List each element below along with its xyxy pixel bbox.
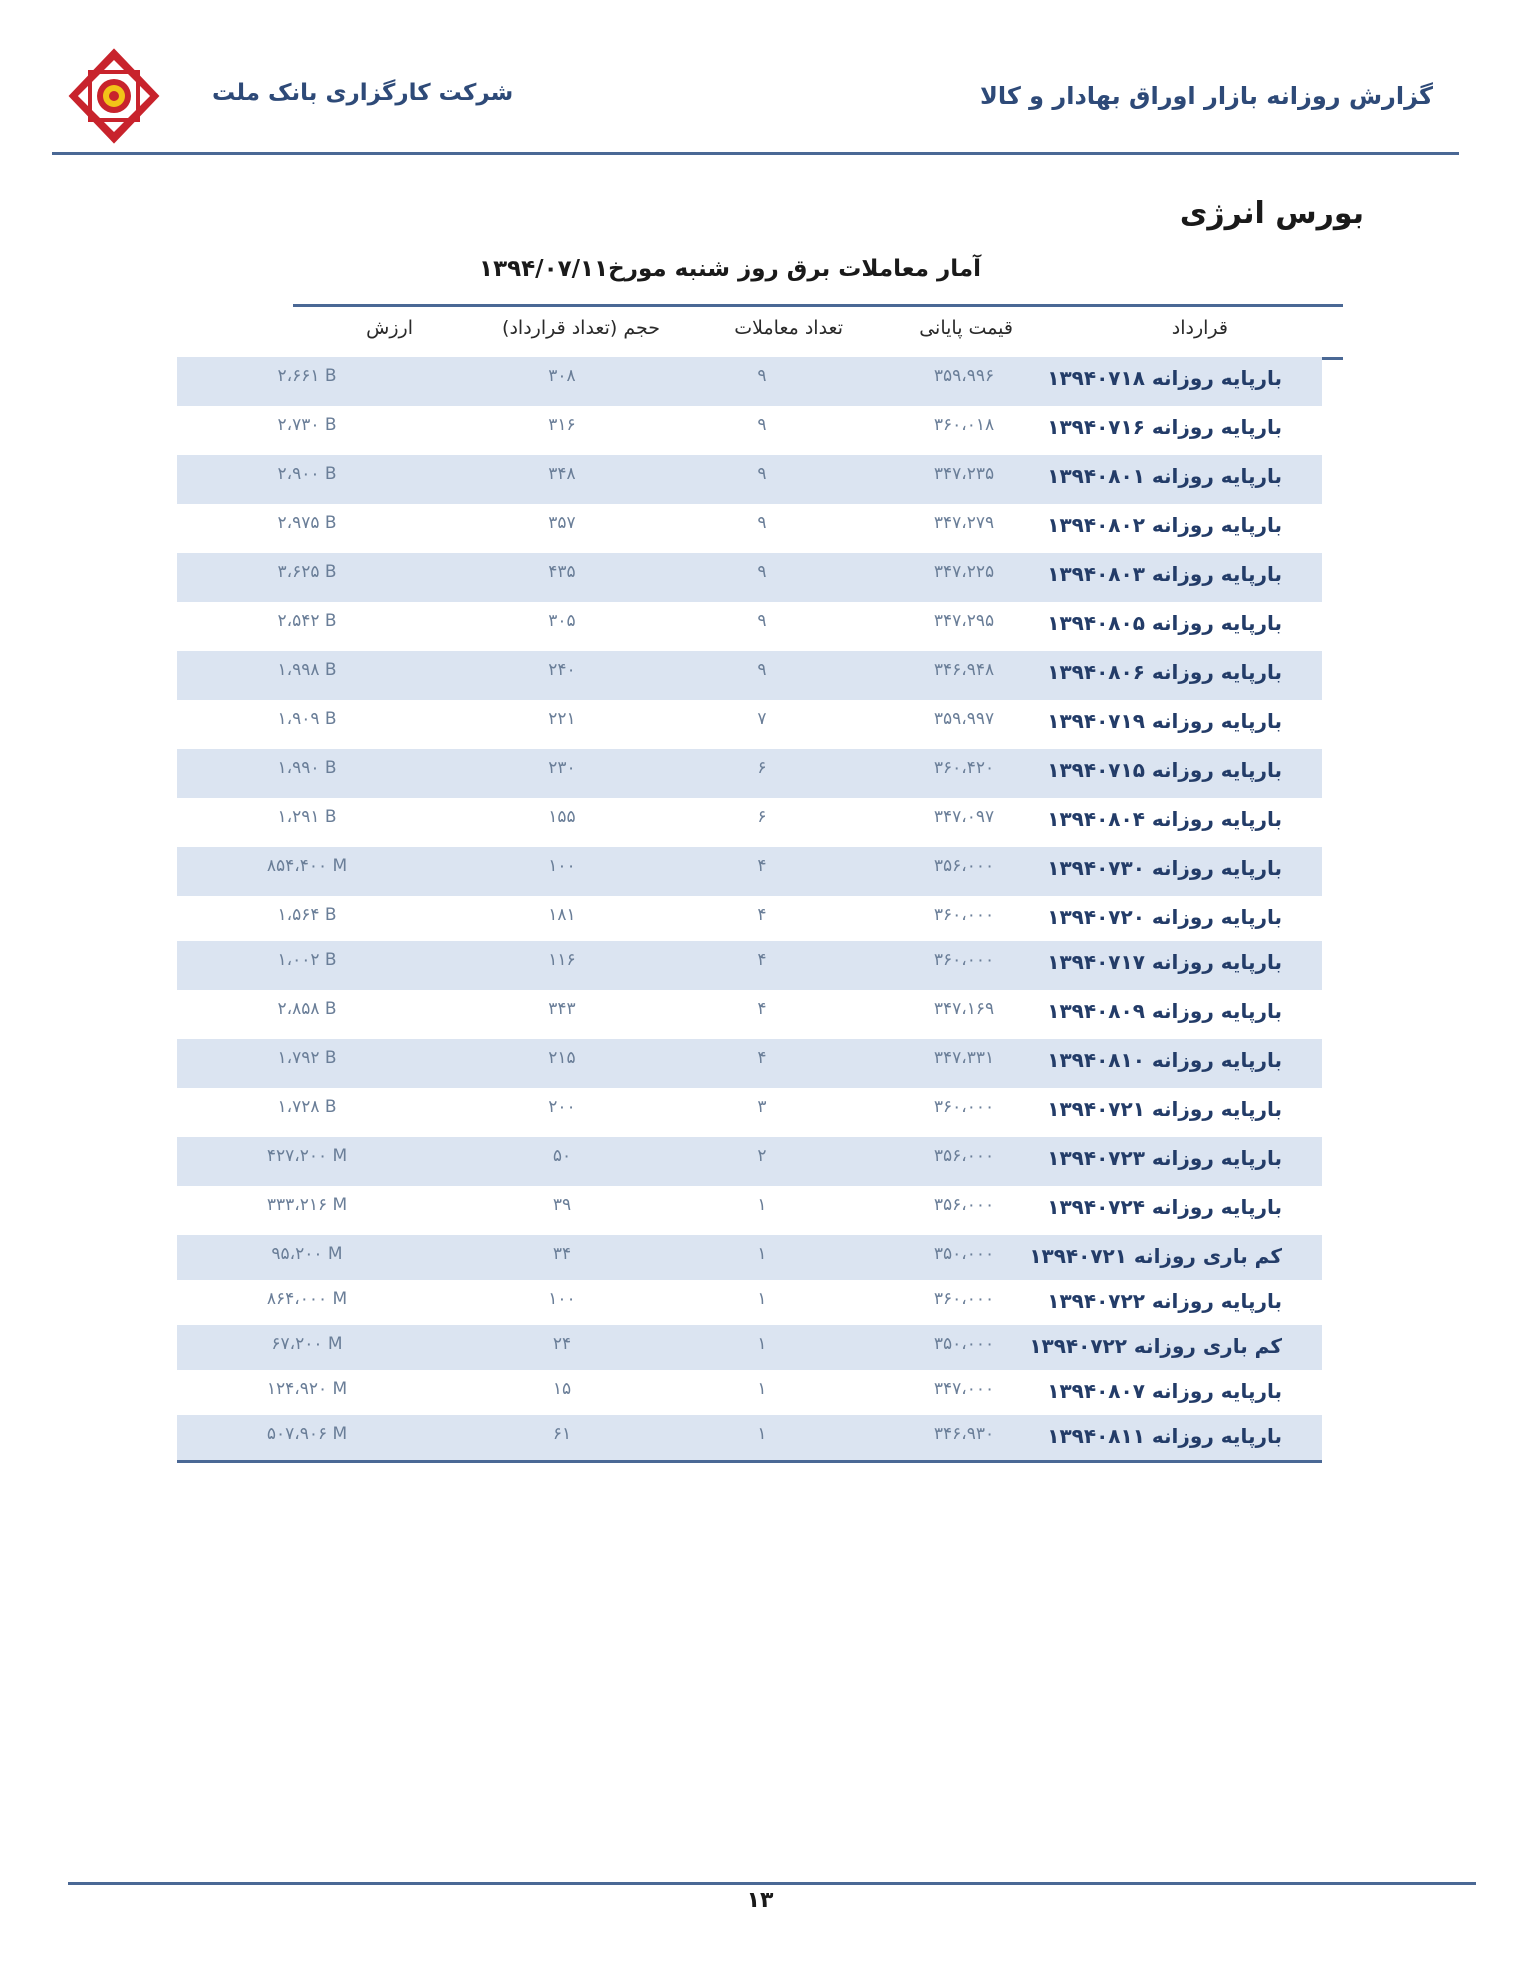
row-volume: ۲۴: [552, 1334, 572, 1354]
row-volume: ۳۰۵: [548, 611, 576, 631]
row-final-price: ۳۴۷،۰۹۷: [933, 807, 995, 827]
column-header-volume: حجم (تعداد قرارداد): [502, 317, 660, 339]
row-value: ۲،۵۴۲ B: [277, 611, 337, 631]
row-trade-count: ۹: [757, 611, 767, 631]
row-final-price: ۳۴۷،۲۷۹: [933, 513, 995, 533]
row-value: ۱،۹۹۰ B: [277, 758, 337, 778]
row-final-price: ۳۴۷،۲۲۵: [933, 562, 995, 582]
table-header: [293, 304, 1343, 360]
row-final-price: ۳۵۹،۹۹۷: [933, 709, 995, 729]
column-header-trade-count: تعداد معاملات: [734, 317, 843, 339]
table-row: [177, 1039, 1322, 1088]
table-row: [177, 406, 1322, 455]
row-value: ۸۶۴،۰۰۰ M: [266, 1289, 348, 1309]
row-final-price: ۳۵۶،۰۰۰: [933, 1195, 995, 1215]
row-final-price: ۳۶۰،۰۰۰: [933, 1097, 995, 1117]
header-divider: [52, 152, 1459, 155]
table-row: [177, 651, 1322, 700]
table-row: [177, 1088, 1322, 1137]
column-header-final-price: قیمت پایانی: [919, 317, 1013, 339]
row-volume: ۱۵: [552, 1379, 572, 1399]
row-trade-count: ۱: [757, 1195, 767, 1215]
row-contract: بارپایه روزانه ۱۳۹۴۰۸۰۱: [1047, 464, 1282, 488]
row-value: ۹۵،۲۰۰ M: [271, 1244, 343, 1264]
row-volume: ۱۵۵: [548, 807, 576, 827]
row-volume: ۱۰۰: [548, 856, 576, 876]
row-trade-count: ۹: [757, 562, 767, 582]
row-value: ۱،۲۹۱ B: [277, 807, 337, 827]
row-value: ۱،۹۹۸ B: [277, 660, 337, 680]
row-volume: ۲۰۰: [548, 1097, 576, 1117]
table-row: [177, 1235, 1322, 1280]
row-contract: بارپایه روزانه ۱۳۹۴۰۷۱۷: [1047, 950, 1282, 974]
row-trade-count: ۴: [757, 1048, 767, 1068]
row-contract: بارپایه روزانه ۱۳۹۴۰۷۱۵: [1047, 758, 1282, 782]
row-volume: ۳۰۸: [548, 366, 576, 386]
row-trade-count: ۲: [757, 1146, 767, 1166]
table-row: [177, 1137, 1322, 1186]
row-contract: بارپایه روزانه ۱۳۹۴۰۷۲۲: [1047, 1289, 1282, 1313]
row-trade-count: ۱: [757, 1379, 767, 1399]
table-row: [177, 990, 1322, 1039]
row-trade-count: ۹: [757, 660, 767, 680]
row-value: ۲،۹۷۵ B: [277, 513, 337, 533]
row-trade-count: ۴: [757, 856, 767, 876]
page-number: ۱۳: [746, 1888, 774, 1913]
row-contract: بارپایه روزانه ۱۳۹۴۰۸۰۶: [1047, 660, 1282, 684]
table-row: [177, 700, 1322, 749]
row-trade-count: ۹: [757, 464, 767, 484]
row-volume: ۲۱۵: [548, 1048, 576, 1068]
row-contract: بارپایه روزانه ۱۳۹۴۰۸۰۵: [1047, 611, 1282, 635]
row-value: ۲،۶۶۱ B: [277, 366, 337, 386]
row-trade-count: ۹: [757, 366, 767, 386]
row-trade-count: ۶: [757, 758, 767, 778]
table-row: [177, 941, 1322, 990]
row-value: ۳۳۳،۲۱۶ M: [266, 1195, 348, 1215]
column-header-contract: قرارداد: [1171, 317, 1228, 339]
row-trade-count: ۴: [757, 950, 767, 970]
row-volume: ۳۴: [552, 1244, 572, 1264]
row-trade-count: ۹: [757, 415, 767, 435]
row-volume: ۲۴۰: [548, 660, 576, 680]
row-trade-count: ۱: [757, 1334, 767, 1354]
row-value: ۶۷،۲۰۰ M: [271, 1334, 343, 1354]
row-volume: ۳۴۸: [548, 464, 576, 484]
row-value: ۲،۷۳۰ B: [277, 415, 337, 435]
row-value: ۵۰۷،۹۰۶ M: [266, 1424, 348, 1444]
table-row: [177, 1325, 1322, 1370]
row-value: ۱۲۴،۹۲۰ M: [266, 1379, 348, 1399]
table-body: [177, 357, 1322, 1463]
row-contract: بارپایه روزانه ۱۳۹۴۰۸۰۴: [1047, 807, 1282, 831]
company-logo-icon: [62, 48, 166, 146]
footer-divider: [68, 1882, 1476, 1885]
row-value: ۲،۸۵۸ B: [277, 999, 337, 1019]
row-final-price: ۳۶۰،۰۰۰: [933, 950, 995, 970]
row-contract: بارپایه روزانه ۱۳۹۴۰۷۳۰: [1047, 856, 1282, 880]
row-value: ۳،۶۲۵ B: [277, 562, 337, 582]
row-value: ۱،۷۲۸ B: [277, 1097, 337, 1117]
row-final-price: ۳۴۷،۰۰۰: [933, 1379, 995, 1399]
row-final-price: ۳۶۰،۰۰۰: [933, 905, 995, 925]
row-contract: بارپایه روزانه ۱۳۹۴۰۷۲۳: [1047, 1146, 1282, 1170]
table-row: [177, 1370, 1322, 1415]
row-value: ۸۵۴،۴۰۰ M: [266, 856, 348, 876]
row-trade-count: ۴: [757, 999, 767, 1019]
row-trade-count: ۶: [757, 807, 767, 827]
row-final-price: ۳۵۹،۹۹۶: [933, 366, 995, 386]
row-value: ۴۲۷،۲۰۰ M: [266, 1146, 348, 1166]
row-value: ۱،۹۰۹ B: [277, 709, 337, 729]
table-row: [177, 847, 1322, 896]
row-trade-count: ۹: [757, 513, 767, 533]
row-contract: بارپایه روزانه ۱۳۹۴۰۸۰۲: [1047, 513, 1282, 537]
row-contract: بارپایه روزانه ۱۳۹۴۰۷۱۶: [1047, 415, 1282, 439]
table-row: [177, 798, 1322, 847]
row-volume: ۳۱۶: [548, 415, 576, 435]
row-volume: ۵۰: [552, 1146, 572, 1166]
row-trade-count: ۱: [757, 1424, 767, 1444]
table-row: [177, 896, 1322, 941]
row-trade-count: ۱: [757, 1289, 767, 1309]
table-row: [177, 602, 1322, 651]
row-volume: ۲۲۱: [548, 709, 576, 729]
table-row: [177, 455, 1322, 504]
row-contract: بارپایه روزانه ۱۳۹۴۰۸۰۷: [1047, 1379, 1282, 1403]
row-trade-count: ۳: [757, 1097, 767, 1117]
table-row: [177, 1415, 1322, 1460]
row-volume: ۴۳۵: [548, 562, 576, 582]
row-value: ۱،۰۰۲ B: [277, 950, 337, 970]
row-volume: ۱۰۰: [548, 1289, 576, 1309]
table-row: [177, 357, 1322, 406]
report-title: گزارش روزانه بازار اوراق بهادار و کالا: [979, 82, 1433, 110]
row-value: ۱،۷۹۲ B: [277, 1048, 337, 1068]
row-contract: بارپایه روزانه ۱۳۹۴۰۷۲۰: [1047, 905, 1282, 929]
row-contract: بارپایه روزانه ۱۳۹۴۰۸۱۰: [1047, 1048, 1282, 1072]
table-row: [177, 749, 1322, 798]
row-contract: بارپایه روزانه ۱۳۹۴۰۷۲۱: [1047, 1097, 1282, 1121]
table-row: [177, 1280, 1322, 1325]
row-trade-count: ۷: [757, 709, 767, 729]
row-volume: ۲۳۰: [548, 758, 576, 778]
row-final-price: ۳۵۶،۰۰۰: [933, 1146, 995, 1166]
row-contract: بارپایه روزانه ۱۳۹۴۰۷۲۴: [1047, 1195, 1282, 1219]
table-row: [177, 1186, 1322, 1235]
row-contract: بارپایه روزانه ۱۳۹۴۰۸۰۳: [1047, 562, 1282, 586]
row-contract: بارپایه روزانه ۱۳۹۴۰۸۰۹: [1047, 999, 1282, 1023]
column-header-value: ارزش: [366, 317, 413, 339]
row-final-price: ۳۴۶،۹۳۰: [933, 1424, 995, 1444]
row-contract: بارپایه روزانه ۱۳۹۴۰۸۱۱: [1047, 1424, 1282, 1448]
table-caption: آمار معاملات برق روز شنبه مورخ۱۳۹۴/۰۷/۱۱: [479, 256, 981, 282]
row-volume: ۱۱۶: [548, 950, 576, 970]
row-volume: ۱۸۱: [548, 905, 576, 925]
row-final-price: ۳۴۷،۲۹۵: [933, 611, 995, 631]
row-final-price: ۳۶۰،۰۰۰: [933, 1289, 995, 1309]
row-volume: ۶۱: [552, 1424, 572, 1444]
row-final-price: ۳۵۰،۰۰۰: [933, 1244, 995, 1264]
row-trade-count: ۴: [757, 905, 767, 925]
row-final-price: ۳۴۷،۱۶۹: [933, 999, 995, 1019]
row-contract: کم باری روزانه ۱۳۹۴۰۷۲۲: [1029, 1334, 1282, 1358]
section-title: بورس انرژی: [1179, 196, 1364, 231]
row-final-price: ۳۶۰،۴۲۰: [933, 758, 995, 778]
row-final-price: ۳۶۰،۰۱۸: [933, 415, 995, 435]
row-contract: کم باری روزانه ۱۳۹۴۰۷۲۱: [1029, 1244, 1282, 1268]
table-row: [177, 504, 1322, 553]
row-value: ۱،۵۶۴ B: [277, 905, 337, 925]
row-contract: بارپایه روزانه ۱۳۹۴۰۷۱۹: [1047, 709, 1282, 733]
row-final-price: ۳۴۷،۳۳۱: [933, 1048, 995, 1068]
row-volume: ۳۹: [552, 1195, 572, 1215]
row-final-price: ۳۴۷،۲۳۵: [933, 464, 995, 484]
row-volume: ۳۵۷: [548, 513, 576, 533]
company-name: شرکت کارگزاری بانک ملت: [212, 80, 514, 106]
row-final-price: ۳۵۰،۰۰۰: [933, 1334, 995, 1354]
table-row: [177, 553, 1322, 602]
row-volume: ۳۴۳: [548, 999, 576, 1019]
row-contract: بارپایه روزانه ۱۳۹۴۰۷۱۸: [1047, 366, 1282, 390]
row-trade-count: ۱: [757, 1244, 767, 1264]
row-final-price: ۳۴۶،۹۴۸: [933, 660, 995, 680]
row-final-price: ۳۵۶،۰۰۰: [933, 856, 995, 876]
row-value: ۲،۹۰۰ B: [277, 464, 337, 484]
